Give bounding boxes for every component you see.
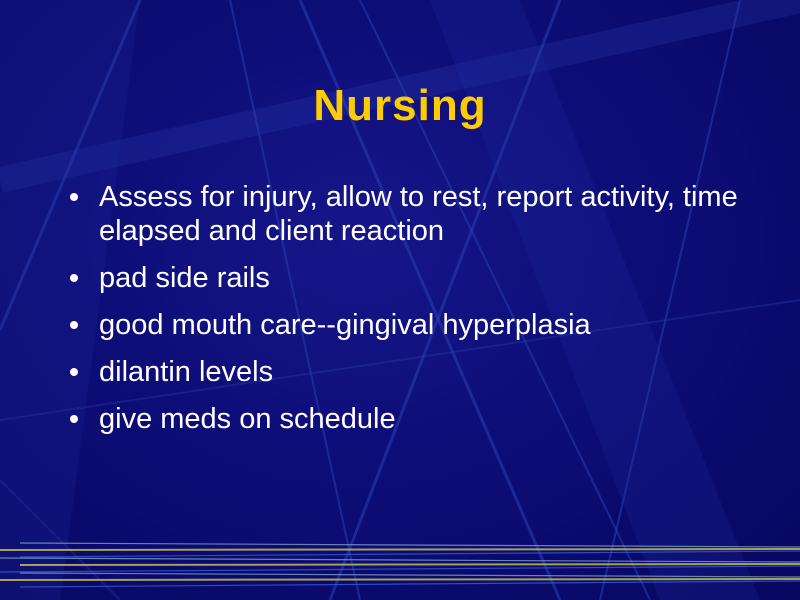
bullet-text: good mouth care--gingival hyperplasia: [99, 309, 591, 341]
bullet-dot-icon: [70, 368, 78, 376]
bottom-stripe: [20, 581, 800, 587]
bullet-item: [68, 308, 758, 342]
bullet-text: pad side rails: [99, 262, 270, 294]
bullet-item: [68, 261, 758, 295]
bottom-stripe: [0, 558, 800, 562]
bottom-stripe: [20, 543, 800, 547]
bottom-stripe: [0, 579, 800, 580]
bottom-stripe: [20, 564, 800, 565]
bullet-text: dilantin levels: [99, 356, 274, 388]
bullet-dot-icon: [70, 193, 78, 201]
bullet-dot-icon: [70, 321, 78, 329]
bullet-text: give meds on schedule: [99, 403, 396, 435]
bullet-dot-icon: [70, 274, 78, 282]
bullet-item: [68, 180, 758, 248]
bullet-dot-icon: [70, 415, 78, 423]
slide-title: Nursing: [313, 81, 487, 130]
bullet-list: [68, 180, 758, 449]
bullet-item: [68, 355, 758, 389]
bottom-stripe: [20, 551, 800, 557]
bullet-item: [68, 402, 758, 436]
bottom-stripe: [20, 573, 800, 577]
bottom-stripe: [0, 549, 800, 550]
bottom-decorative-stripes: [0, 535, 800, 600]
bottom-stripe: [0, 566, 800, 572]
bullet-text: Assess for injury, allow to rest, report activity, time elapsed and client reaction: [99, 181, 738, 247]
